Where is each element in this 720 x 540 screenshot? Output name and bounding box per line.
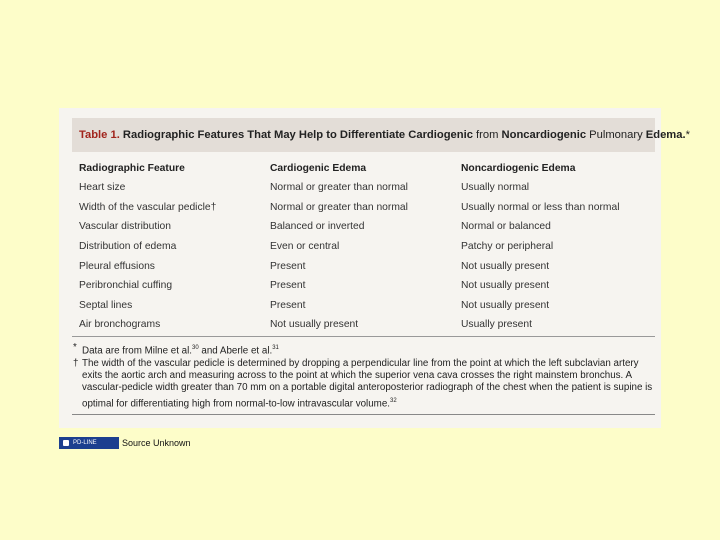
- logo-text: PD-LINE: [73, 439, 97, 446]
- table-divider: [72, 336, 655, 337]
- title-part: Edema.: [645, 129, 686, 141]
- table-cell: Width of the vascular pedicle†: [79, 201, 217, 213]
- features-table: [79, 158, 649, 335]
- source-credit: [59, 436, 191, 449]
- table-cell: Pleural effusions: [79, 260, 155, 272]
- table-cell: Usually normal or less than normal: [461, 201, 620, 213]
- reference-number: 32: [390, 397, 397, 404]
- table-cell: Not usually present: [461, 280, 550, 292]
- table-cell: Present: [270, 260, 306, 272]
- footnote-part: and Aberle et al.: [198, 345, 273, 357]
- table-row: [79, 217, 649, 237]
- table-cell: Balanced or inverted: [270, 221, 365, 233]
- table-cell: Even or central: [270, 241, 340, 253]
- table-cell: Air bronchograms: [79, 319, 161, 331]
- footnote-part: The width of the vascular pedicle is determined by dropping a perpendicular line from the point at which the left subclavian artery exits the aortic arch and measuring across to the point at which the superior vena cava crosses the right mainstem bronchus. A vascular-pedicle width greater than 70 mm on a portable digital anteroposterior radiograph of the chest when the patient is supine is optimal for differentiating high from normal-to-low intravascular volume.: [82, 357, 653, 410]
- footnote-text: [82, 342, 279, 358]
- table-cell: Vascular distribution: [79, 221, 171, 233]
- table-row: [79, 178, 649, 198]
- table-cell: Patchy or peripheral: [461, 241, 554, 253]
- reference-number: 31: [272, 345, 279, 351]
- table-header-row: [79, 158, 649, 178]
- title-part: Cardiogenic: [408, 129, 473, 141]
- table-image: [59, 108, 690, 428]
- footnote-data-sources: [73, 342, 658, 358]
- table-cell: Present: [270, 299, 306, 311]
- table-row: [79, 237, 649, 257]
- footnote-part: Data are from Milne et al.: [82, 345, 192, 357]
- table-cell: Usually present: [461, 319, 532, 331]
- footnotes: [73, 342, 658, 411]
- table-cell: Peribronchial cuffing: [79, 280, 173, 292]
- table-row: [79, 198, 649, 218]
- column-header: Radiographic Feature: [79, 162, 185, 174]
- table-cell: Not usually present: [461, 260, 550, 272]
- table-cell: Septal lines: [79, 299, 133, 311]
- table-row: [79, 296, 649, 316]
- table-cell: Usually normal: [461, 182, 530, 194]
- source-text: Source Unknown: [122, 437, 191, 448]
- publisher-logo: [59, 437, 119, 449]
- column-header: Noncardiogenic Edema: [461, 162, 576, 174]
- table-number: Table 1.: [79, 129, 120, 141]
- footnote-mark: *: [73, 342, 77, 353]
- footnote-mark: †: [73, 357, 79, 369]
- table-cell: Not usually present: [270, 319, 359, 331]
- table-cell: Normal or greater than normal: [270, 201, 408, 213]
- title-footnote-mark: *: [685, 129, 690, 141]
- table-cell: Normal or greater than normal: [270, 182, 408, 194]
- table-title: [72, 118, 690, 152]
- title-part: from: [472, 129, 502, 141]
- title-part: Noncardiogenic: [501, 129, 587, 141]
- table-cell: Not usually present: [461, 299, 550, 311]
- title-part: Radiographic Features That May Help to Differentiate: [119, 129, 409, 141]
- table-row: [79, 256, 649, 276]
- table-cell: Present: [270, 280, 306, 292]
- table-row: [79, 315, 649, 335]
- logo-icon: [63, 440, 69, 446]
- reference-number: 30: [192, 345, 199, 351]
- title-part: Pulmonary: [586, 129, 646, 141]
- table-row: [79, 276, 649, 296]
- column-header: Cardiogenic Edema: [270, 162, 367, 174]
- bottom-rule: [72, 414, 655, 415]
- footnote-text: [82, 358, 658, 411]
- footnote-vascular-pedicle: [73, 358, 658, 411]
- table-cell: Normal or balanced: [461, 221, 551, 233]
- table-cell: Distribution of edema: [79, 241, 177, 253]
- table-cell: Heart size: [79, 182, 126, 194]
